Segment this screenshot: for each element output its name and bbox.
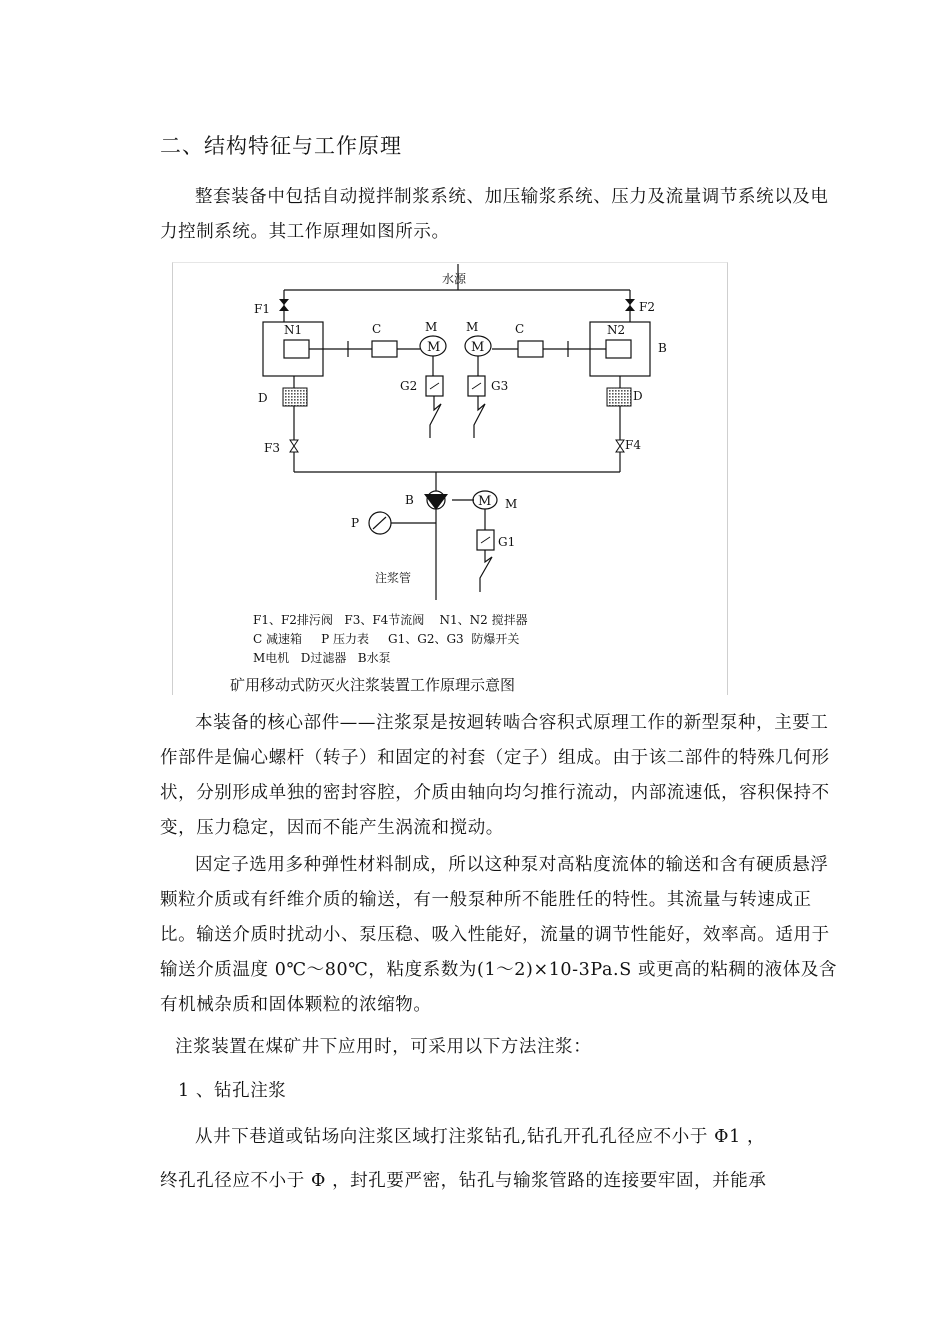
motor-pump-letter: M — [478, 494, 492, 509]
valve-f4-icon — [616, 440, 624, 452]
filter-d-left — [283, 388, 307, 406]
label-g2: G2 — [400, 379, 418, 393]
stator-paragraph: 因定子选用多种弹性材料制成，所以这种泵对高粘度流体的输送和含有硬质悬浮颗粒介质或有纤维介质的输送，有一般泵种所不能胜任的特性。其流量与转速成正比。输送介质时扰动小、泵压稳、吸入性能好，流量的调节性能好，效率高。适用于输送介质温度 0℃～80℃，粘度系数为(1～2)×10-3Pa.S 或更高的粘稠的液体及含有机械杂质和固体颗粒的浓缩物。 — [160, 855, 838, 1015]
section-heading: 二、结构特征与工作原理 — [160, 134, 402, 158]
intro-paragraph: 整套装备中包括自动搅拌制浆系统、加压输浆系统、压力及流量调节系统以及电力控制系统。其工作原理如图所示。 — [160, 187, 829, 242]
legend-line-2: C 减速箱 P 压力表 G1、G2、G3 防爆开关 — [253, 632, 520, 646]
methods-intro: 注浆装置在煤矿井下应用时，可采用以下方法注浆： — [175, 1037, 592, 1057]
pump-description-paragraph: 本装备的核心部件——注浆泵是按迴转啮合容积式原理工作的新型泵种，主要工作部件是偏心螺杆（转子）和固定的衬套（定子）组成。由于该二部件的特殊几何形状，分别形成单独的密封容腔，介质由轴向均匀推行流动，内部流速低，容积保持不变，压力稳定，因而不能产生涡流和搅动。 — [160, 713, 830, 838]
valve-f2-icon — [625, 299, 635, 311]
gearbox-c-left — [372, 341, 397, 357]
diagram-legend — [253, 611, 528, 668]
mixer-n2-agitator — [606, 340, 631, 358]
label-b-right: B — [658, 341, 667, 355]
label-f2: F2 — [639, 300, 655, 314]
subheading-drilling: 1 、钻孔注浆 — [178, 1081, 287, 1101]
label-grout-pipe: 注浆管 — [375, 571, 412, 585]
legend-line-1: F1、F2排污阀 F3、F4节流阀 N1、N2 搅拌器 — [253, 613, 528, 627]
g3-cable — [474, 396, 485, 438]
motor-right-letter: M — [471, 340, 485, 355]
label-g1: G1 — [498, 535, 516, 549]
label-g3: G3 — [491, 379, 509, 393]
label-n2: N2 — [607, 323, 626, 337]
drilling-paragraph-line1: 从井下巷道或钻场向注浆区域打注浆钻孔,钻孔开孔孔径应不小于 Φ1 ， — [195, 1127, 766, 1147]
label-d-left: D — [258, 391, 268, 405]
label-p: P — [351, 516, 360, 530]
label-f4: F4 — [625, 438, 641, 452]
g1-cable — [480, 550, 492, 592]
valve-f1-icon — [279, 299, 289, 311]
g2-cable — [430, 396, 441, 438]
label-c-left: C — [372, 322, 382, 336]
figure-caption: 矿用移动式防灭火注浆装置工作原理示意图 — [230, 676, 516, 694]
drilling-paragraph-line2: 终孔孔径应不小于 Φ ，封孔要严密，钻孔与输浆管路的连接要牢固，并能承 — [160, 1171, 767, 1191]
label-n1: N1 — [284, 323, 303, 337]
legend-line-3: M电机 D过滤器 B水泵 — [253, 651, 391, 665]
valve-f3-icon — [290, 440, 298, 452]
label-m-left: M — [425, 320, 438, 334]
label-d-right: D — [633, 389, 643, 403]
motor-left-letter: M — [427, 340, 441, 355]
label-c-right: C — [515, 322, 525, 336]
label-m-right: M — [466, 320, 479, 334]
mixer-n1-agitator — [284, 340, 309, 358]
label-b-pump: B — [405, 493, 414, 507]
gearbox-c-right — [518, 341, 543, 357]
label-m-pump: M — [505, 497, 518, 511]
label-water-source: 水源 — [442, 272, 467, 286]
label-f3: F3 — [264, 441, 280, 455]
filter-d-right — [607, 388, 631, 406]
label-f1: F1 — [254, 302, 270, 316]
